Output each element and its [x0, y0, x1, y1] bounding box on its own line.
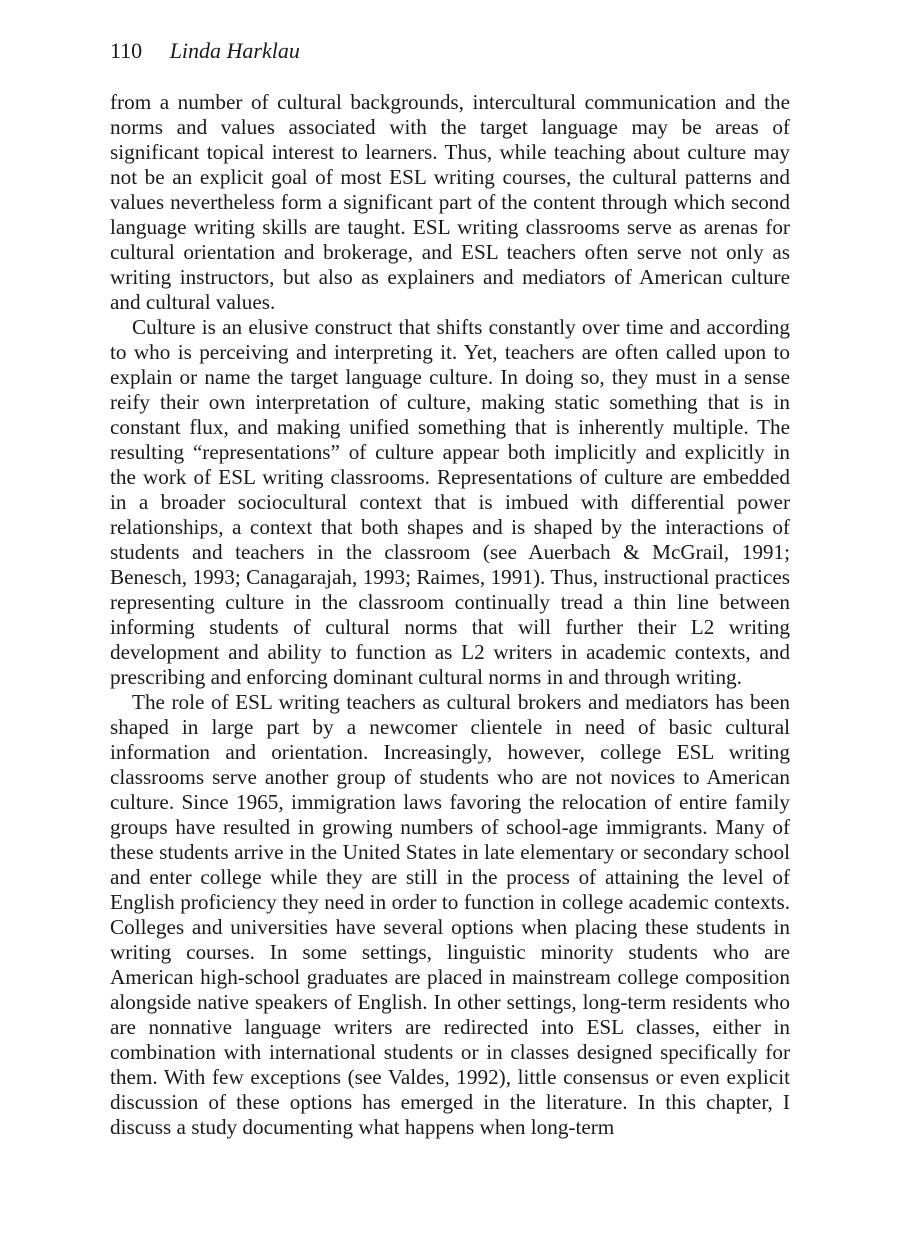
document-page	[110, 38, 790, 1140]
paragraph-continuation: from a number of cultural backgrounds, intercultural communication and the norms and values associated with the target language may be areas of significant topical interest to learners. Thus, while teaching about culture may not be an explicit goal of most ESL writing courses, the cultural patterns and values nevertheless form a significant part of the content through which second language writing skills are taught. ESL writing classrooms serve as arenas for cultural orientation and brokerage, and ESL teachers often serve not only as writing instructors, but also as explainers and mediators of American culture and cultural values.	[110, 90, 790, 314]
running-header	[110, 38, 790, 64]
paragraph-teacher-role: The role of ESL writing teachers as cultural brokers and mediators has been shaped in large part by a newcomer clientele in need of basic cultural information and orientation. Increasingly, however, college ESL writing classrooms serve another group of students who are not novices to American culture. Since 1965, immigration laws favoring the relocation of entire family groups have resulted in growing numbers of school-age immigrants. Many of these students arrive in the United States in late elementary or secondary school and enter college while they are still in the process of attaining the level of English proficiency they need in order to function in college academic contexts. Colleges and universities have several options when placing these students in writing courses. In some settings, linguistic minority students who are American high-school graduates are placed in mainstream college composition alongside native speakers of English. In other settings, long-term residents who are nonnative language writers are redirected into ESL classes, either in combination with international students or in classes designed specifically for them. With few exceptions (see Valdes, 1992), little consensus or even explicit discussion of these options has emerged in the literature. In this chapter, I discuss a study documenting what happens when long-term	[110, 690, 790, 1139]
paragraph-culture-construct: Culture is an elusive construct that shifts constantly over time and according to who is perceiving and interpreting it. Yet, teachers are often called upon to explain or name the target language culture. In doing so, they must in a sense reify their own interpretation of culture, making static something that is in constant flux, and making unified something that is inherently multiple. The resulting “representations” of culture appear both implicitly and explicitly in the work of ESL writing classrooms. Representations of culture are embedded in a broader sociocultural context that is imbued with differential power relationships, a context that both shapes and is shaped by the interactions of students and teachers in the classroom (see Auerbach & McGrail, 1991; Benesch, 1993; Canagarajah, 1993; Raimes, 1991). Thus, instructional practices representing culture in the classroom continually tread a thin line between informing students of cultural norms that will further their L2 writing development and ability to function as L2 writers in academic contexts, and prescribing and enforcing dominant cultural norms in and through writing.	[110, 315, 790, 689]
page-number: 110	[110, 38, 143, 63]
body-text	[110, 90, 790, 1140]
running-head-author: Linda Harklau	[169, 38, 300, 63]
